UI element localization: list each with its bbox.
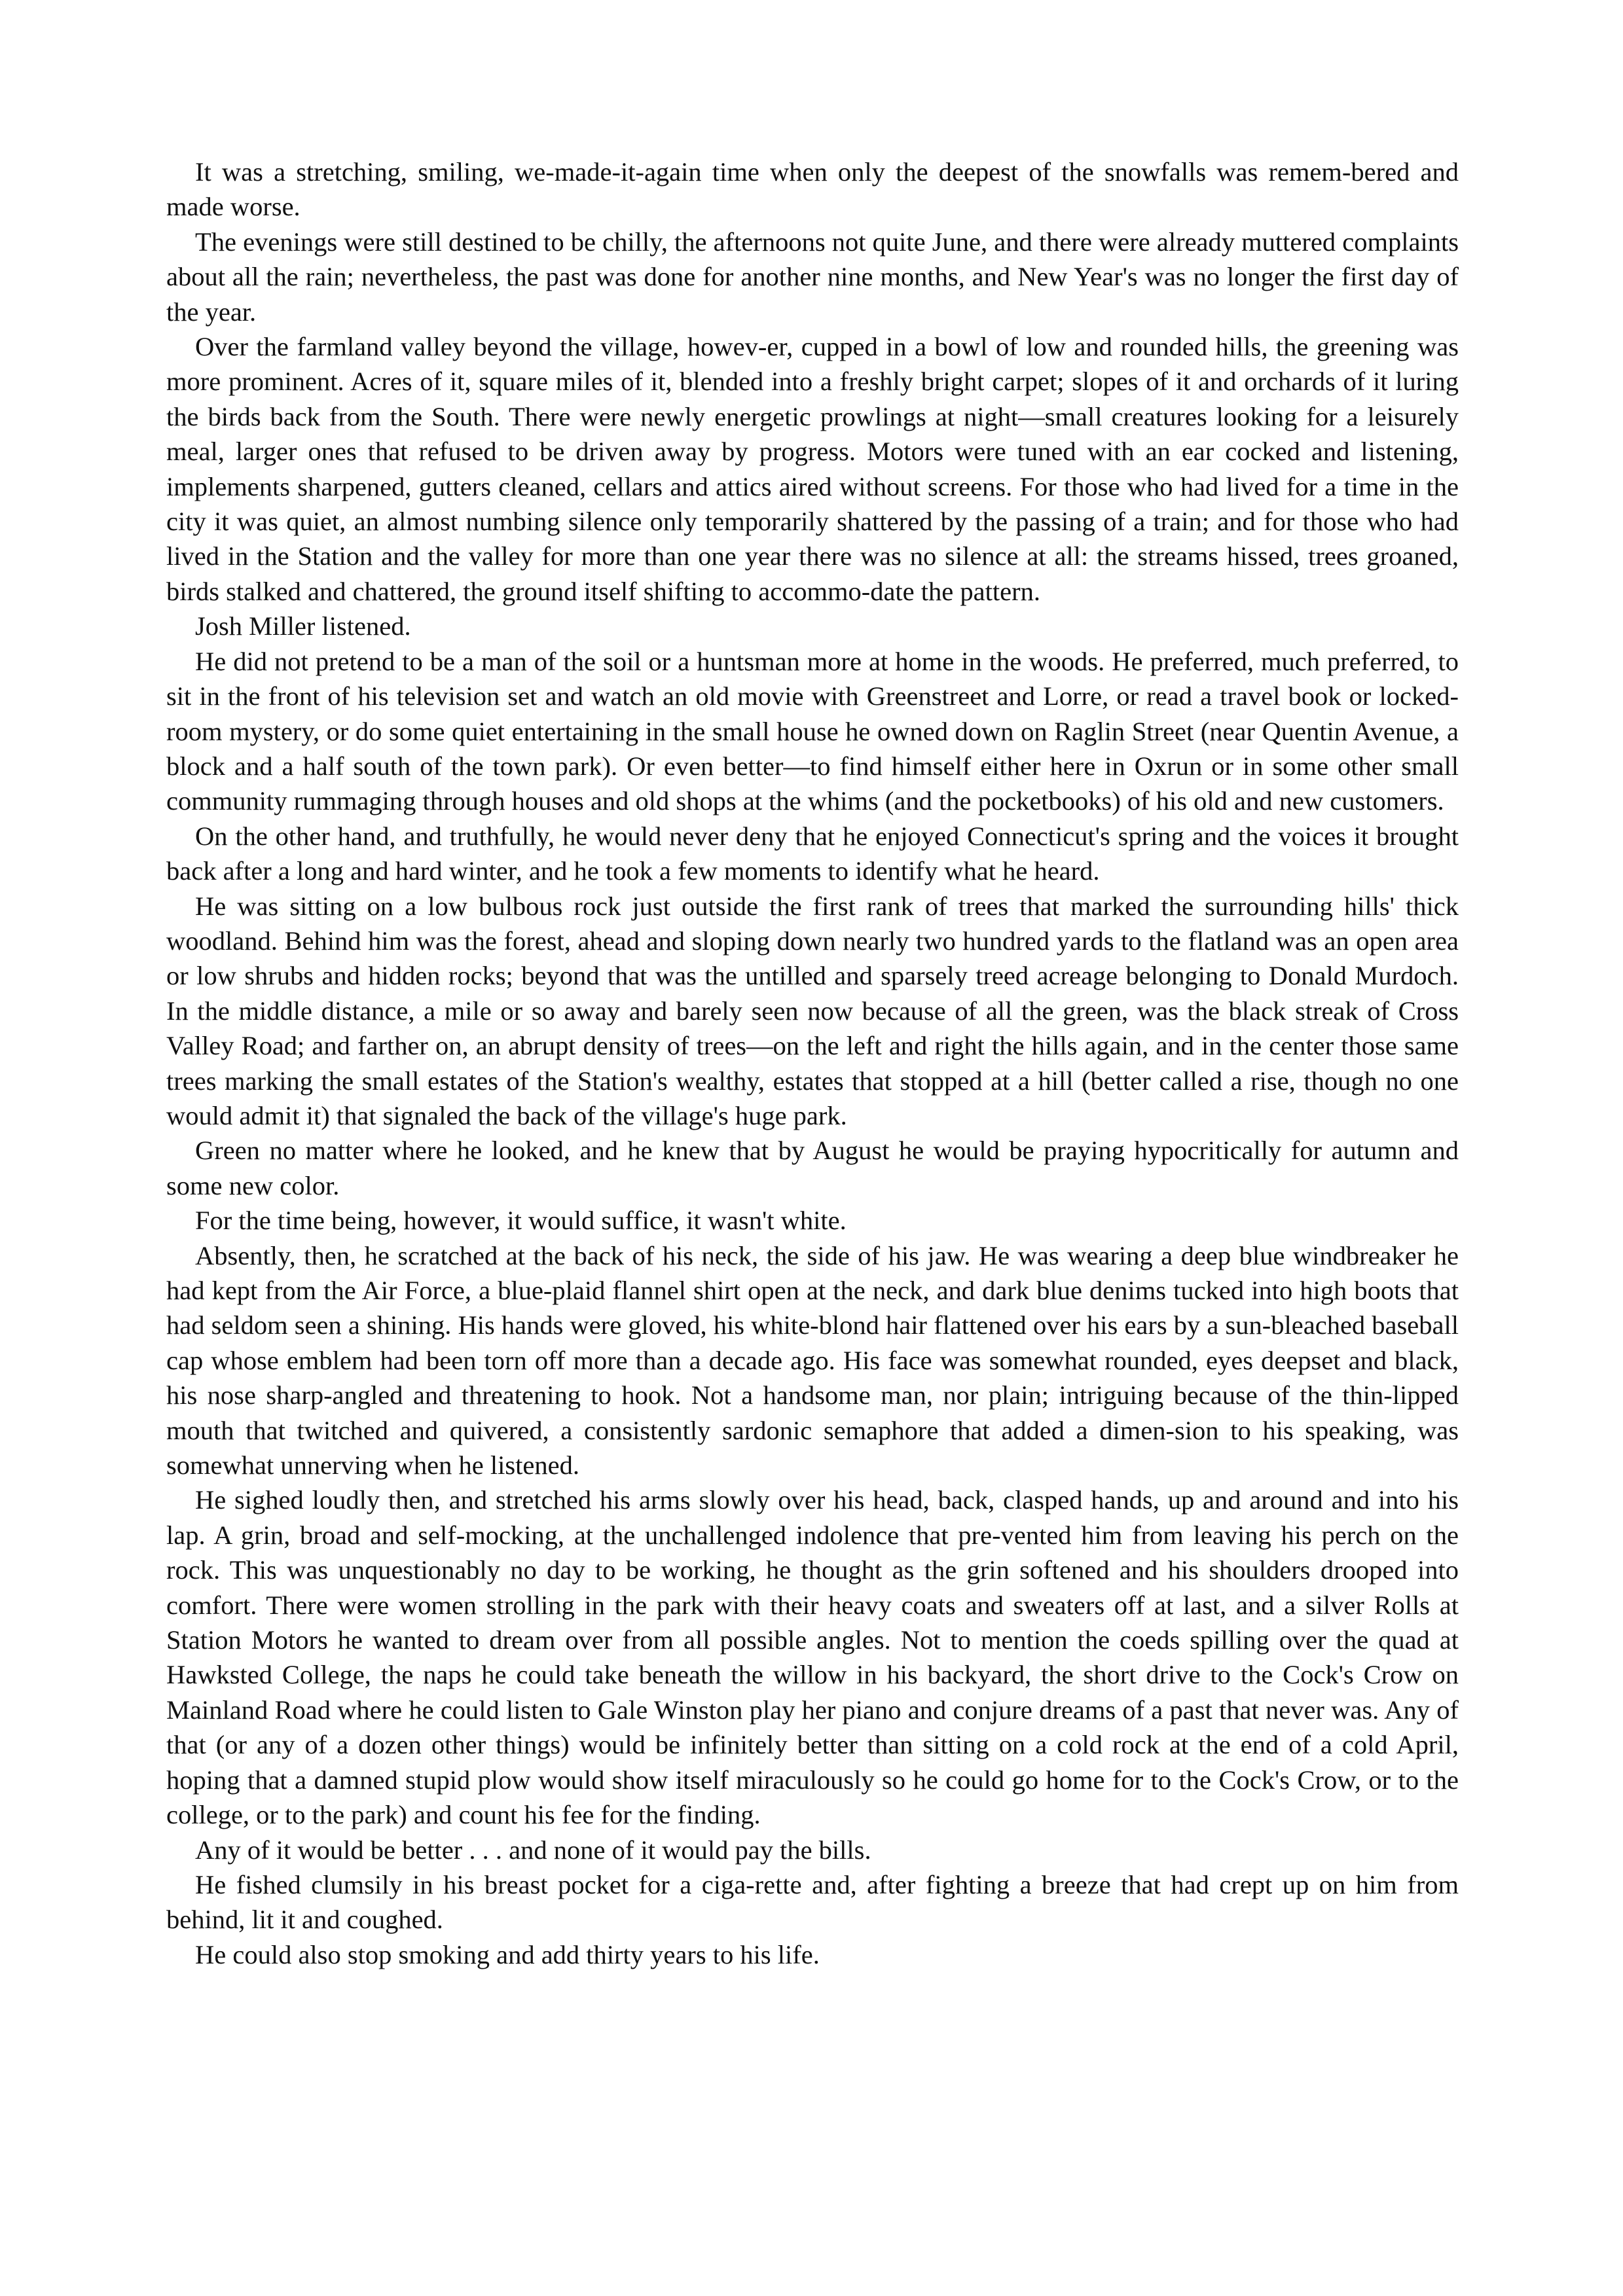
paragraph-10: Absently, then, he scratched at the back of his neck, the side of his jaw. He was wearing a deep blue windbreaker he had kept from the Air Force, a blue-plaid flannel shirt open at the neck, and dark blue denims tucked into high boots that had seldom seen a shining. His hands were gloved, his white-blond hair flattened over his ears by a sun-bleached baseball cap whose emblem had been torn off more than a decade ago. His face was somewhat rounded, eyes deepset and black, his nose sharp-angled and threatening to hook. Not a handsome man, nor plain; intriguing because of the thin-lipped mouth that twitched and quivered, a consistently sardonic semaphore that added a dimen-sion to his speaking, was somewhat unnerving when he listened. [166, 1240, 1459, 1480]
paragraph-8: Green no matter where he looked, and he knew that by August he would be praying hypocritically for autumn and some new color. [166, 1136, 1459, 1200]
paragraph-12: Any of it would be better . . . and none of it would pay the bills. [195, 1835, 871, 1865]
paragraph-11: He sighed loudly then, and stretched his arms slowly over his head, back, clasped hands, up and around and into his lap. A grin, broad and self-mocking, at the unchallenged indolence that pre-vented him from leaving his perch on the rock. This was unquestionably no day to be working, he thought as the grin softened and his shoulders drooped into comfort. There were women strolling in the park with their heavy coats and sweaters off at last, and a silver Rolls at Station Motors he wanted to dream over from all possible angles. Not to mention the coeds spilling over the quad at Hawksted College, the naps he could take beneath the willow in his backyard, the short drive to the Cock's Crow on Mainland Road where he could listen to Gale Winston play her piano and conjure dreams of a past that never was. Any of that (or any of a dozen other things) would be infinitely better than sitting on a cold rock at the end of a cold April, hoping that a damned stupid plow would show itself miraculously so he could go home for to the Cock's Crow, or to the college, or to the park) and count his fee for the finding. [166, 1485, 1459, 1830]
paragraph-3: Over the farmland valley beyond the village, howev-er, cupped in a bowl of low and rounded hills, the greening was more prominent. Acres of it, square miles of it, blended into a freshly bright carpet; slopes of it and orchards of it luring the birds back from the South. There were newly energetic prowlings at night—small creatures looking for a leisurely meal, larger ones that refused to be driven away by progress. Motors were tuned with an ear cocked and listening, implements sharpened, gutters cleaned, cellars and attics aired without screens. For those who had lived for a time in the city it was quiet, an almost numbing silence only temporarily shattered by the passing of a train; and for those who had lived in the Station and the valley for more than one year there was no silence at all: the streams hissed, trees groaned, birds stalked and chattered, the ground itself shifting to accommo-date the pattern. [166, 332, 1459, 606]
paragraph-5: He did not pretend to be a man of the soil or a huntsman more at home in the woods. He preferred, much preferred, to sit in the front of his television set and watch an old movie with Greenstreet and Lorre, or read a travel book or locked-room mystery, or do some quiet entertaining in the small house he owned down on Raglin Street (near Quentin Avenue, a block and a half south of the town park). Or even better—to find himself either here in Oxrun or in some other small community rummaging through houses and old shops at the whims (and the pocketbooks) of his old and new customers. [166, 646, 1459, 816]
paragraph-1: It was a stretching, smiling, we-made-it-again time when only the deepest of the snowfalls was remem-bered and made worse. [166, 157, 1459, 222]
paragraph-13: He fished clumsily in his breast pocket for a ciga-rette and, after fighting a breeze that had crept up on him from behind, lit it and coughed. [166, 1869, 1459, 1935]
paragraph-7: He was sitting on a low bulbous rock just outside the first rank of trees that marked the surrounding hills' thick woodland. Behind him was the forest, ahead and sloping down nearly two hundred yards to the flatland was an open area or low shrubs and hidden rocks; beyond that was the untilled and sparsely treed acreage belonging to Donald Murdoch. In the middle distance, a mile or so away and barely seen now because of all the green, was the black streak of Cross Valley Road; and farther on, an abrupt density of trees—on the left and right the hills again, and in the center those same trees marking the small estates of the Station's wealthy, estates that stopped at a hill (better called a rise, though no one would admit it) that signaled the back of the village's huge park. [166, 891, 1459, 1130]
paragraph-4: Josh Miller listened. [195, 611, 411, 641]
paragraph-9: For the time being, however, it would suffice, it wasn't white. [195, 1206, 847, 1236]
paragraph-14: He could also stop smoking and add thirty years to his life. [195, 1939, 820, 1969]
page-body [166, 154, 1459, 1972]
paragraph-2: The evenings were still destined to be chilly, the afternoons not quite June, and there were already muttered complaints about all the rain; nevertheless, the past was done for another nine months, and New Year's was no longer the first day of the year. [166, 226, 1459, 327]
paragraph-6: On the other hand, and truthfully, he would never deny that he enjoyed Connecticut's spring and the voices it brought back after a long and hard winter, and he took a few moments to identify what he heard. [166, 821, 1459, 886]
